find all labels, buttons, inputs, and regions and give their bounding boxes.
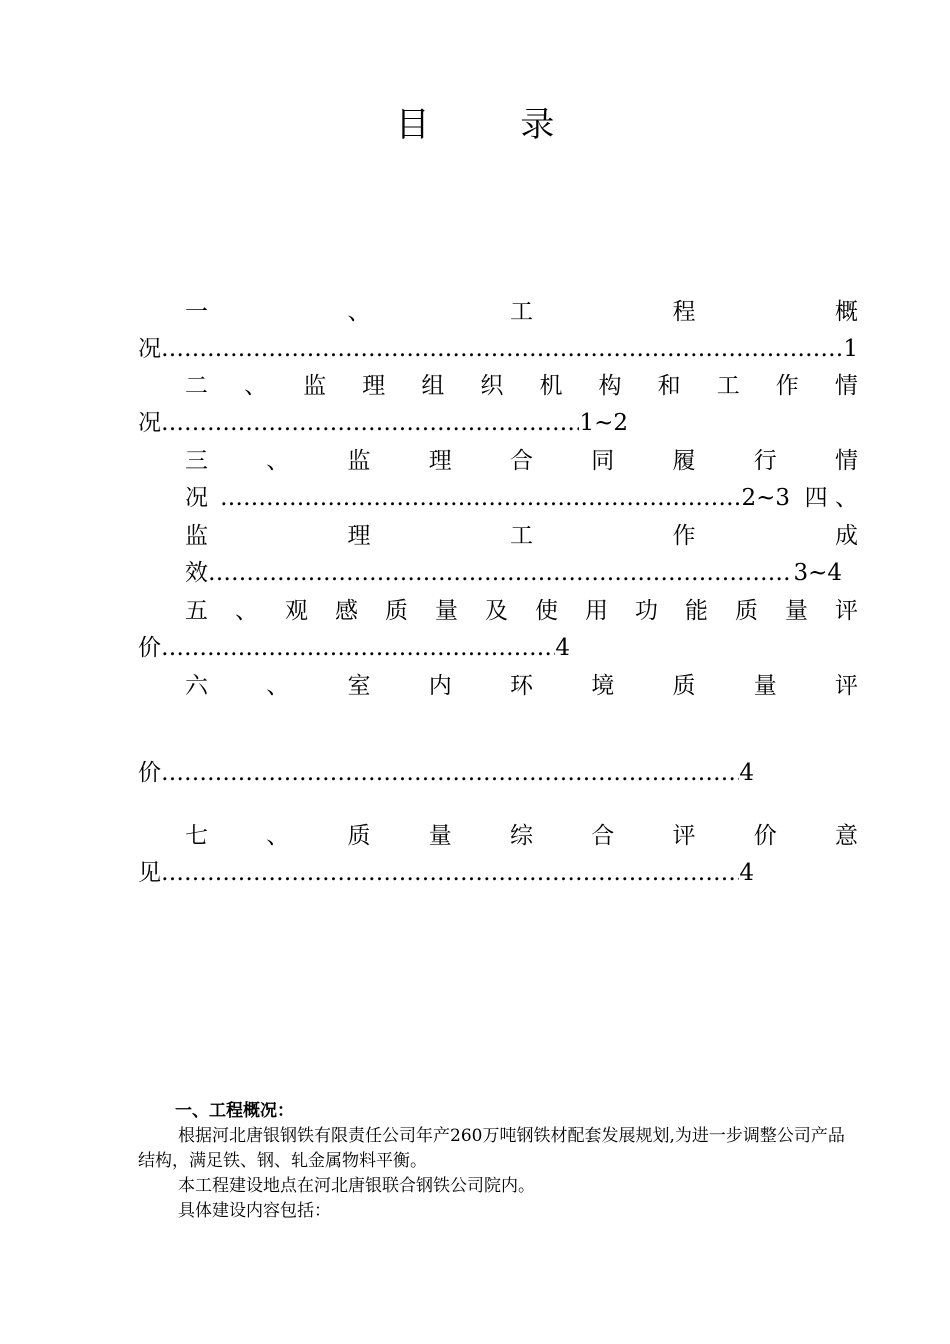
- toc-char: 工: [510, 523, 533, 549]
- toc-char: 情: [834, 373, 858, 399]
- toc-char: 质: [347, 823, 371, 849]
- toc-lead: 效: [185, 560, 208, 586]
- toc-char: 监: [347, 448, 371, 474]
- toc-lead: 况: [138, 336, 161, 362]
- toc-char: 环: [510, 673, 533, 699]
- toc-char: 合: [510, 448, 533, 474]
- toc-lead: 况: [138, 410, 161, 436]
- toc-leader-dots: [161, 331, 843, 367]
- toc-char: 质: [672, 673, 696, 699]
- toc-char: 质: [385, 598, 408, 624]
- toc-char: 成: [835, 523, 858, 549]
- toc-char: 构: [598, 373, 622, 399]
- toc-lead: 况: [185, 485, 208, 511]
- toc-char: 能: [685, 598, 708, 624]
- section-heading: 一、工程概况：: [175, 1101, 294, 1121]
- toc-char: 理: [347, 523, 371, 549]
- toc-char: 评: [835, 673, 858, 699]
- toc-entry-6-line1: [185, 668, 858, 704]
- toc-leader-dots: [208, 555, 793, 591]
- toc-lead: 价: [138, 760, 161, 786]
- toc-title: 目 录: [395, 105, 595, 145]
- toc-char: 、: [266, 448, 290, 474]
- toc-char: 质: [735, 598, 758, 624]
- toc-char: 五: [185, 598, 208, 624]
- toc-char: 量: [435, 598, 458, 624]
- toc-char: 工: [510, 299, 533, 325]
- toc-leader-dots: [161, 405, 579, 441]
- toc-char: 行: [753, 448, 777, 474]
- toc-char: 一: [185, 299, 208, 325]
- toc-char: 机: [539, 373, 563, 399]
- toc-leader-dots: [161, 755, 739, 791]
- toc-char: 理: [428, 448, 452, 474]
- toc-page-number: 4: [555, 635, 570, 661]
- toc-entry-1-line1: [185, 294, 858, 330]
- toc-char: 履: [672, 448, 696, 474]
- toc-char: 室: [347, 673, 371, 699]
- toc-char: 概: [835, 299, 858, 325]
- toc-lead: 价: [138, 635, 161, 661]
- toc-char: 评: [672, 823, 696, 849]
- toc-page-number: 4: [739, 860, 754, 886]
- toc-page-number: 1~2: [579, 410, 628, 436]
- body-paragraph: 本工程建设地点在河北唐银联合钢铁公司院内。: [178, 1176, 535, 1196]
- toc-char: 内: [428, 673, 452, 699]
- toc-char: 七: [185, 823, 208, 849]
- body-paragraph: 具体建设内容包括：: [178, 1201, 331, 1221]
- toc-entry-5-line1: [185, 593, 858, 629]
- toc-char: 监: [303, 373, 327, 399]
- toc-entry-2-line1: [185, 368, 858, 404]
- toc-char: 、: [266, 673, 290, 699]
- toc-char: 三: [185, 448, 208, 474]
- toc-leader-dots: [161, 630, 555, 666]
- toc-char: 组: [421, 373, 445, 399]
- toc-leader-dots: [161, 855, 739, 891]
- toc-char: 同: [591, 448, 615, 474]
- toc-entry-3-line1: [185, 443, 858, 479]
- toc-page-number: 3~4: [793, 560, 842, 586]
- toc-char: 六: [185, 673, 208, 699]
- toc-char: 和: [657, 373, 681, 399]
- toc-char: 量: [428, 823, 452, 849]
- toc-entry-6-line2: [138, 755, 754, 791]
- toc-char: 价: [753, 823, 777, 849]
- toc-page-number: 4: [739, 760, 754, 786]
- toc-char: 、: [347, 299, 371, 325]
- toc-char: 及: [485, 598, 508, 624]
- toc-entry-4-line1: [185, 518, 858, 554]
- body-paragraph: 根据河北唐银钢铁有限责任公司年产260万吨钢铁材配套发展规划,为进一步调整公司产品结构，满足铁、钢、轧金属物料平衡。: [138, 1126, 845, 1171]
- toc-char: 二: [185, 373, 208, 399]
- toc-char: 、: [244, 373, 268, 399]
- toc-entry-7-line1: [185, 818, 858, 854]
- toc-char: 评: [835, 598, 858, 624]
- toc-char: 程: [672, 299, 696, 325]
- toc-char: 综: [510, 823, 533, 849]
- toc-char: 境: [591, 673, 615, 699]
- toc-char: 工: [716, 373, 740, 399]
- toc-entry-3-line2: [185, 480, 858, 516]
- toc-char: 理: [362, 373, 386, 399]
- toc-entry-5-line2: [138, 630, 570, 666]
- toc-char: 使: [535, 598, 558, 624]
- toc-char: 观: [285, 598, 308, 624]
- toc-leader-dots: [220, 480, 742, 516]
- toc-char: 感: [335, 598, 358, 624]
- toc-char: 作: [775, 373, 799, 399]
- toc-entry-7-line2: [138, 855, 754, 891]
- toc-lead: 见: [138, 860, 161, 886]
- toc-char: 功: [635, 598, 658, 624]
- toc-char: 织: [480, 373, 504, 399]
- toc-char: 情: [835, 448, 858, 474]
- toc-char: 量: [753, 673, 777, 699]
- toc-char: 作: [672, 523, 696, 549]
- toc-char: 合: [591, 823, 615, 849]
- toc-page-number: 1: [843, 336, 858, 362]
- toc-entry-2-line2: [138, 405, 628, 441]
- toc-entry-1-line2: [138, 331, 858, 367]
- toc-char: 用: [585, 598, 608, 624]
- toc-char: 监: [185, 523, 208, 549]
- toc-char: 、: [266, 823, 290, 849]
- toc-char: 量: [785, 598, 808, 624]
- toc-page-number: 2~3 四 、: [741, 485, 858, 511]
- toc-char: 、: [235, 598, 258, 624]
- toc-entry-4-line2: [185, 555, 842, 591]
- toc-char: 意: [835, 823, 858, 849]
